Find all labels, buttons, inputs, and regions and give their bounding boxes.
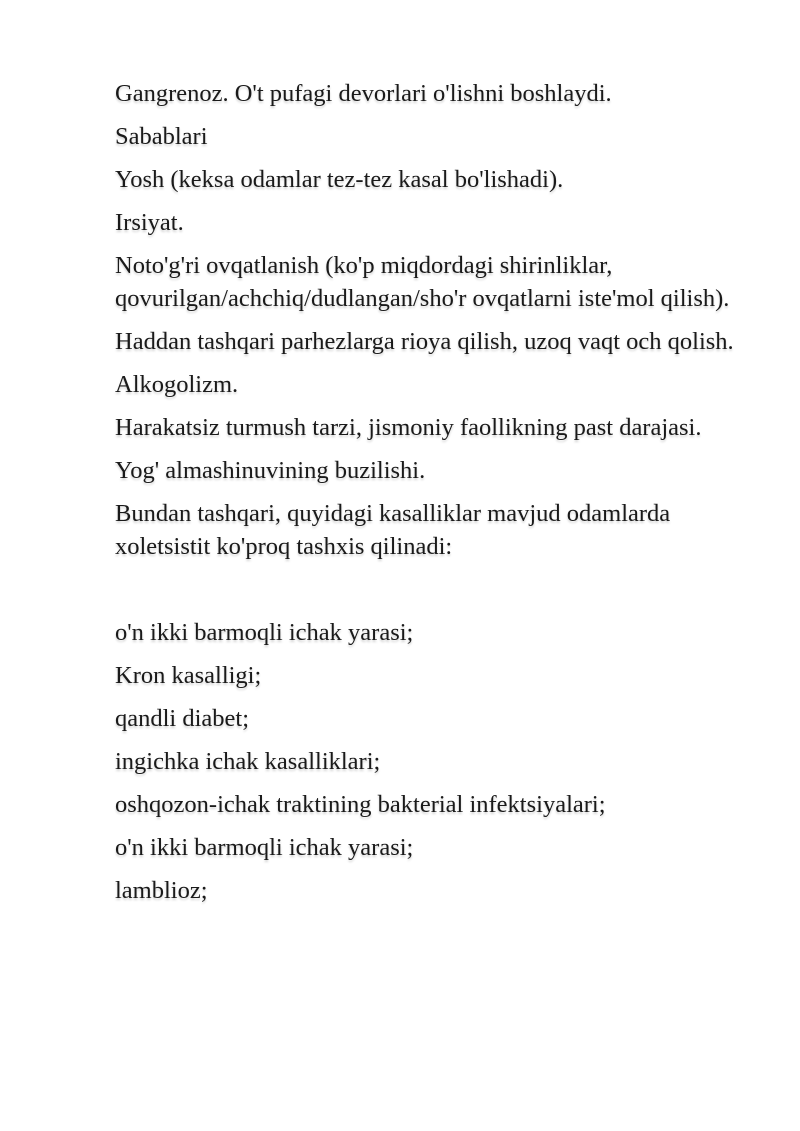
- list-item: qandli diabet;: [115, 705, 250, 732]
- cause-fasting: Haddan tashqari parhezlarga rioya qilish, uzoq vaqt och qolish.: [115, 328, 734, 355]
- cause-diet: Noto'g'ri ovqatlanish (ko'p miqdordagi shirinliklar, qovurilgan/achchiq/dudlangan/sho'r ovqatlarni iste'mol qilish).: [115, 252, 730, 312]
- list-item: o'n ikki barmoqli ichak yarasi;: [115, 619, 414, 646]
- blank-line: [115, 573, 740, 616]
- list-item: o'n ikki barmoqli ichak yarasi;: [115, 834, 414, 861]
- disease-list: [115, 616, 740, 907]
- paragraph-comorbidities-intro: Bundan tashqari, quyidagi kasalliklar mavjud odamlarda xoletsistit ko'proq tashxis qilinadi:: [115, 500, 671, 560]
- cause-fat-metabolism: Yog' almashinuvining buzilishi.: [115, 457, 426, 484]
- paragraph-gangrenous: Gangrenoz. O't pufagi devorlari o'lishni boshlaydi.: [115, 80, 612, 107]
- heading-causes: Sabablari: [115, 123, 208, 150]
- cause-heredity: Irsiyat.: [115, 209, 184, 236]
- cause-age: Yosh (keksa odamlar tez-tez kasal bo'lishadi).: [115, 166, 564, 193]
- cause-sedentary: Harakatsiz turmush tarzi, jismoniy faollikning past darajasi.: [115, 414, 702, 441]
- list-item: ingichka ichak kasalliklari;: [115, 748, 381, 775]
- cause-alcoholism: Alkogolizm.: [115, 371, 239, 398]
- list-item: Kron kasalligi;: [115, 662, 262, 689]
- list-item: oshqozon-ichak traktining bakterial infektsiyalari;: [115, 791, 606, 818]
- list-item: lamblioz;: [115, 877, 208, 904]
